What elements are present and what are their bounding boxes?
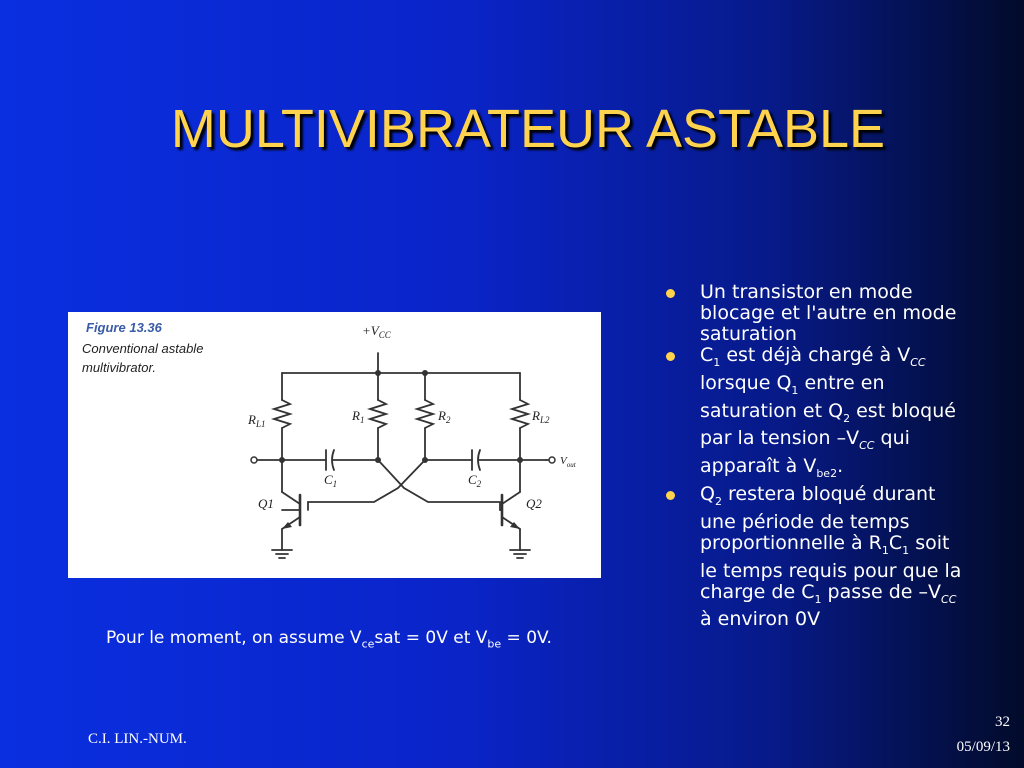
circuit-figure: [68, 312, 601, 578]
r2-label: $R_2$: [438, 408, 451, 425]
figure-number: Figure 13.36: [86, 320, 162, 335]
vout-label: $V_{out}$: [560, 455, 576, 469]
c2-label: $C_2$: [468, 472, 482, 489]
figure-caption-line1: Conventional astable: [82, 341, 204, 356]
c1-label: $C_1$: [324, 472, 338, 489]
rl1-label: $R_{L1}$: [248, 412, 266, 429]
bullet-dot-icon: [666, 491, 675, 500]
cross-wire-r1-q2: [378, 460, 500, 510]
assumption-note: Pour le moment, on assume $V_{ce}sat = 0V$ et $V_{be} = 0V$.: [106, 628, 552, 651]
rl2-label: $R_{L2}$: [532, 408, 550, 425]
vcc-label: $+V_{CC}$: [362, 323, 391, 340]
footer-course-label: C.I. LIN.-NUM.: [88, 731, 187, 747]
bullet-item-1: Un transistor en mode blocage et l'autre en mode saturation: [662, 282, 962, 345]
bullet-dot-icon: [666, 352, 675, 361]
rl1-resistor: [274, 400, 290, 428]
footer-meta: [957, 710, 1010, 760]
q1-label: Q1: [258, 496, 274, 511]
r2-resistor: [417, 400, 433, 428]
bullet-item-2: $C_1$ est déjà chargé à $V_{CC}$ lorsque $Q_1$ entre en saturation et $Q_2$ est bloqué par la tension $-V_{CC}$ qui apparaît à $V_{be2}$.: [662, 345, 962, 484]
r1-resistor: [370, 400, 386, 428]
bullet-item-3: $Q_2$ restera bloqué durant une période de temps proportionnelle à $R_1C_1$ soit le temps requis pour que la charge de $C_1$ passe de $-V_{CC}$ à environ 0V: [662, 484, 962, 630]
astable-circuit-diagram: [68, 312, 601, 578]
slide-number: 32: [995, 714, 1010, 730]
q2-label: Q2: [526, 496, 542, 511]
rl2-resistor: [512, 400, 528, 428]
bullet-dot-icon: [666, 289, 675, 298]
r1-label: $R_1$: [352, 408, 365, 425]
slide-title: MULTIVIBRATEUR ASTABLE: [170, 99, 886, 159]
slide-date: 05/09/13: [956, 739, 1010, 755]
figure-caption-line2: multivibrator.: [82, 360, 156, 375]
bullet-list: [662, 282, 962, 630]
